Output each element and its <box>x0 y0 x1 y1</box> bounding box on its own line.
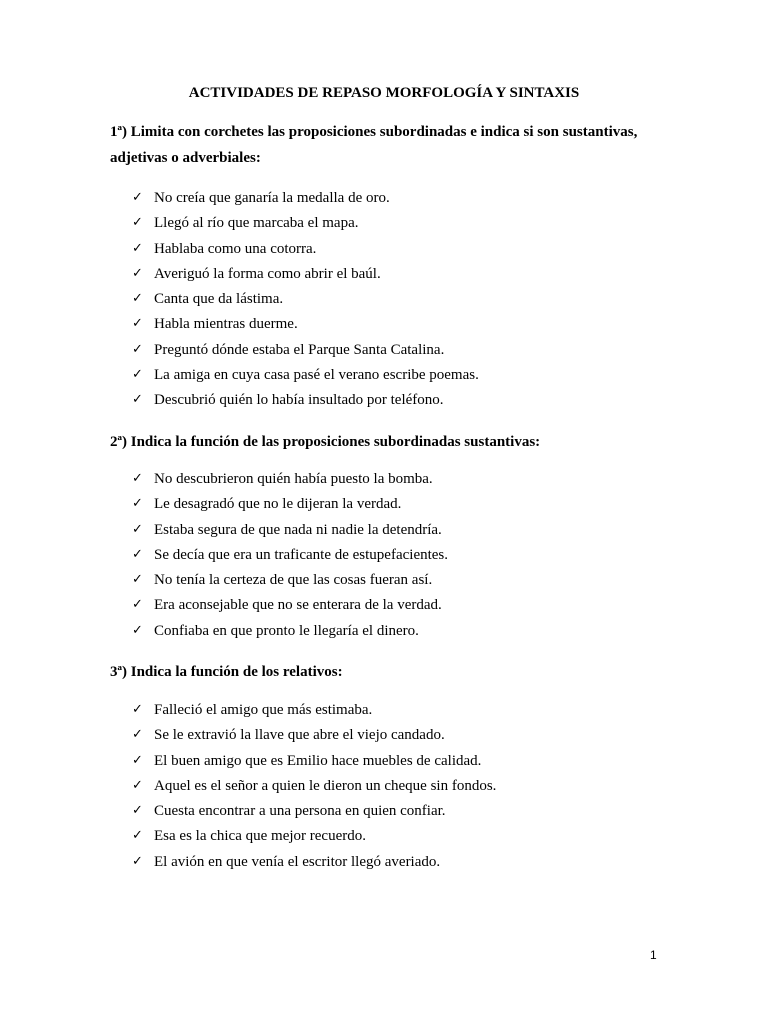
section-1-list <box>132 188 479 416</box>
list-item <box>132 801 496 826</box>
list-item-text: Falleció el amigo que más estimaba. <box>154 702 373 718</box>
list-item-text: Averiguó la forma como abrir el baúl. <box>154 265 381 282</box>
list-item <box>132 520 448 545</box>
section-2-list <box>132 469 448 646</box>
list-item-text: Descubrió quién lo había insultado por teléfono. <box>154 392 444 409</box>
list-item <box>132 700 496 725</box>
list-item <box>132 365 479 390</box>
checkmark-icon: ✓ <box>132 392 143 408</box>
list-item-text: Llegó al río que marcaba el mapa. <box>154 215 359 232</box>
checkmark-icon: ✓ <box>132 828 143 844</box>
list-item-text: La amiga en cuya casa pasé el verano escribe poemas. <box>154 367 479 384</box>
list-item <box>132 621 448 646</box>
list-item-text: Hablaba como una cotorra. <box>154 240 317 257</box>
section-2-heading: 2ª) Indica la función de las proposiciones subordinadas sustantivas: <box>110 434 541 450</box>
list-item-text: El avión en que venía el escritor llegó averiado. <box>154 853 441 870</box>
checkmark-icon: ✓ <box>132 803 143 819</box>
list-item <box>132 340 479 365</box>
checkmark-icon: ✓ <box>132 190 143 205</box>
checkmark-icon: ✓ <box>132 316 143 332</box>
list-item-text: Se le extravió la llave que abre el viejo candado. <box>154 727 445 744</box>
list-item <box>132 751 496 776</box>
list-item <box>132 595 448 620</box>
list-item-text: El buen amigo que es Emilio hace muebles de calidad. <box>154 752 482 769</box>
list-item-text: Habla mientras duerme. <box>154 316 298 333</box>
list-item <box>132 264 479 289</box>
checkmark-icon: ✓ <box>132 471 143 486</box>
checkmark-icon: ✓ <box>132 777 143 793</box>
list-item-text: Canta que da lástima. <box>154 291 284 308</box>
section-3-list <box>132 700 496 877</box>
checkmark-icon: ✓ <box>132 521 143 537</box>
list-item-text: Confiaba en que pronto le llegaría el dinero. <box>154 622 419 639</box>
list-item-text: Se decía que era un traficante de estupefacientes. <box>154 546 449 563</box>
checkmark-icon: ✓ <box>132 853 143 869</box>
list-item-text: Cuesta encontrar a una persona en quien confiar. <box>154 803 446 820</box>
list-item-text: No creía que ganaría la medalla de oro. <box>154 190 390 206</box>
checkmark-icon: ✓ <box>132 215 143 231</box>
checkmark-icon: ✓ <box>132 240 143 256</box>
list-item-text: No descubrieron quién había puesto la bomba. <box>154 471 433 487</box>
list-item <box>132 213 479 238</box>
list-item <box>132 188 479 213</box>
section-3-heading: 3ª) Indica la función de los relativos: <box>110 664 343 680</box>
list-item-text: Esa es la chica que mejor recuerdo. <box>154 828 366 845</box>
list-item <box>132 570 448 595</box>
checkmark-icon: ✓ <box>132 572 143 588</box>
list-item-text: Le desagradó que no le dijeran la verdad. <box>154 496 402 513</box>
list-item <box>132 725 496 750</box>
list-item-text: Estaba segura de que nada ni nadie la detendría. <box>154 521 442 538</box>
checkmark-icon: ✓ <box>132 727 143 743</box>
list-item-text: Aquel es el señor a quien le dieron un cheque sin fondos. <box>154 777 497 794</box>
list-item-text: No tenía la certeza de que las cosas fueran así. <box>154 572 433 589</box>
list-item <box>132 469 448 494</box>
checkmark-icon: ✓ <box>132 622 143 638</box>
list-item <box>132 289 479 314</box>
section-1-heading: 1ª) Limita con corchetes las proposiciones subordinadas e indica si son sustantivas, adjetivas o adverbiales: <box>110 124 638 166</box>
checkmark-icon: ✓ <box>132 546 143 562</box>
list-item <box>132 390 479 415</box>
list-item <box>132 494 448 519</box>
checkmark-icon: ✓ <box>132 341 143 357</box>
checkmark-icon: ✓ <box>132 702 143 717</box>
list-item-text: Era aconsejable que no se enterara de la verdad. <box>154 597 442 614</box>
list-item <box>132 776 496 801</box>
list-item <box>132 314 479 339</box>
document-title: ACTIVIDADES DE REPASO MORFOLOGÍA Y SINTAXIS <box>188 85 580 101</box>
checkmark-icon: ✓ <box>132 367 143 383</box>
checkmark-icon: ✓ <box>132 752 143 768</box>
list-item <box>132 826 496 851</box>
checkmark-icon: ✓ <box>132 496 143 512</box>
list-item-text: Preguntó dónde estaba el Parque Santa Catalina. <box>154 341 445 358</box>
list-item <box>132 545 448 570</box>
checkmark-icon: ✓ <box>132 291 143 307</box>
checkmark-icon: ✓ <box>132 265 143 281</box>
list-item <box>132 852 496 877</box>
page-number: 1 <box>650 948 657 962</box>
checkmark-icon: ✓ <box>132 597 143 613</box>
list-item <box>132 239 479 264</box>
